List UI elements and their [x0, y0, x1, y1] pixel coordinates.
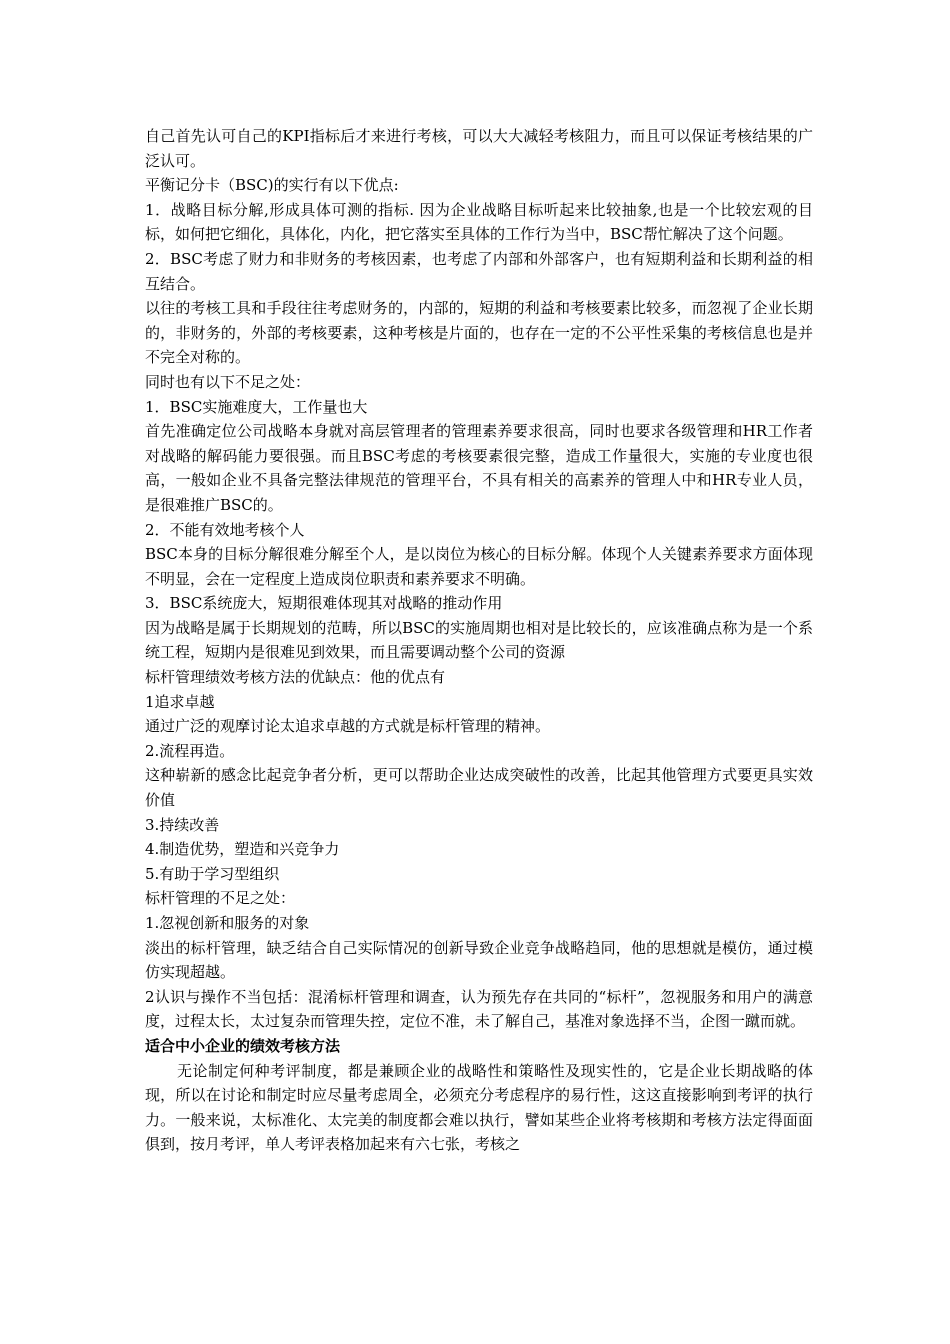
- paragraph: 2认识与操作不当包括：混淆标杆管理和调查，认为预先存在共同的“标杆”，忽视服务和用户的满意度，过程太长，太过复杂而管理失控，定位不准，未了解自己，基准对象选择不当，企图一蹴而就。: [145, 987, 813, 1031]
- paragraph: 自己首先认可自己的KPI指标后才来进行考核，可以大大减轻考核阻力，而且可以保证考核结果的广泛认可。: [145, 127, 813, 170]
- paragraph: 平衡记分卡（BSC)的实行有以下优点:: [145, 176, 399, 195]
- paragraph: 标杆管理绩效考核方法的优缺点：他的优点有: [145, 668, 446, 687]
- paragraph: 首先准确定位公司战略本身就对高层管理者的管理素养要求很高，同时也要求各级管理和HR工作者对战略的解码能力要很强。而且BSC考虑的考核要素很完整，造成工作量很大，实施的专业度也很高，一般如企业不具备完整法律规范的管理平台，不具有相关的高素养的管理人中和HR专业人员，是很难推广BSC的。: [145, 422, 813, 514]
- paragraph: 同时也有以下不足之处：: [145, 372, 311, 391]
- paragraph: 因为战略是属于长期规划的范畴，所以BSC的实施周期也相对是比较长的，应该准确点称为是一个系统工程，短期内是很难见到效果，而且需要调动整个公司的资源: [145, 618, 813, 662]
- list-item: 5.有助于学习型组织: [145, 864, 280, 883]
- paragraph: 通过广泛的观摩讨论太追求卓越的方式就是标杆管理的精神。: [145, 717, 551, 736]
- document-page: [145, 124, 813, 1157]
- paragraph: 以往的考核工具和手段往往考虑财务的，内部的，短期的利益和考核要素比较多，而忽视了企业长期的，非财务的，外部的考核要素，这种考核是片面的，也存在一定的不公平性采集的考核信息也是并不完全对称的。: [145, 299, 813, 367]
- paragraph: 无论制定何种考评制度，都是兼顾企业的战略性和策略性及现实性的，它是企业长期战略的体现，所以在讨论和制定时应尽量考虑周全，必须充分考虑程序的易行性，这这直接影响到考评的执行力。一般来说，太标准化、太完美的制度都会难以执行，譬如某些企业将考核期和考核方法定得面面俱到，按月考评，单人考评表格加起来有六七张，考核之: [145, 1061, 813, 1154]
- section-heading: 适合中小企业的绩效考核方法: [145, 1036, 341, 1055]
- list-item: 1追求卓越: [145, 692, 215, 711]
- list-item: 2．不能有效地考核个人: [145, 520, 305, 539]
- list-item: 3．BSC系统庞大，短期很难体现其对战略的推动作用: [145, 594, 503, 613]
- list-item: 1．BSC实施难度大，工作量也大: [145, 397, 368, 416]
- paragraph: 标杆管理的不足之处：: [145, 889, 296, 908]
- list-item: 2.流程再造。: [145, 741, 235, 760]
- paragraph: 淡出的标杆管理，缺乏结合自己实际情况的创新导致企业竞争战略趋同，他的思想就是模仿，通过模仿实现超越。: [145, 938, 813, 982]
- paragraph: BSC本身的目标分解很难分解至个人，是以岗位为核心的目标分解。体现个人关键素养要求方面体现不明显，会在一定程度上造成岗位职责和素养要求不明确。: [145, 545, 813, 588]
- paragraph: 这种崭新的感念比起竞争者分析，更可以帮助企业达成突破性的改善，比起其他管理方式要更具实效价值: [145, 766, 813, 810]
- list-item: 3.持续改善: [145, 815, 220, 834]
- list-item: 4.制造优势，塑造和兴竞争力: [145, 840, 340, 859]
- paragraph: 2．BSC考虑了财力和非财务的考核因素，也考虑了内部和外部客户，也有短期利益和长期利益的相互结合。: [145, 249, 813, 293]
- list-item: 1.忽视创新和服务的对象: [145, 914, 310, 932]
- paragraph: 1．战略目标分解,形成具体可测的指标. 因为企业战略目标听起来比较抽象,也是一个比较宏观的目标，如何把它细化，具体化，内化，把它落实至具体的工作行为当中，BSC帮忙解决了这个问题。: [145, 200, 813, 244]
